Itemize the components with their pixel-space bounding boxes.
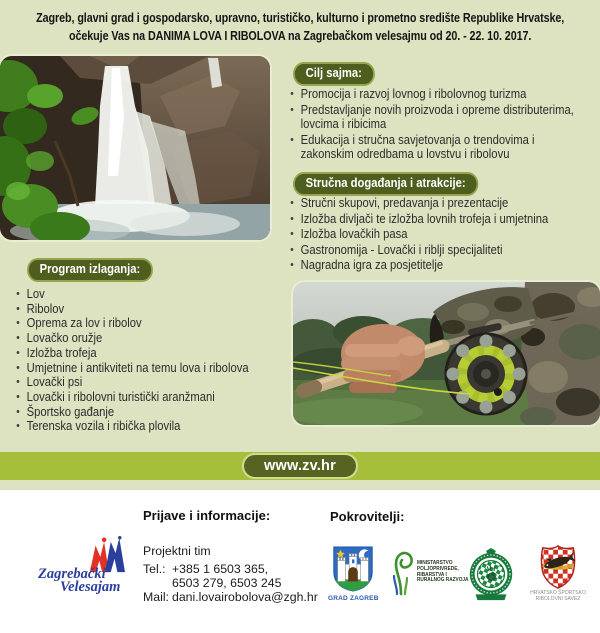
- list-item-text: Izložba lovačkih pasa: [300, 227, 408, 242]
- bullet-icon: •: [16, 361, 20, 374]
- velesajam-logo-text-line2: Velesajam: [60, 579, 121, 595]
- list-item: [14, 390, 293, 405]
- grad-zagreb-caption: GRAD ZAGREB: [328, 595, 379, 602]
- intro-line-1: Zagreb, glavni grad i gospodarsko, upravno, turističko, kulturno i prometno središte Republike Hrvatske,: [36, 11, 565, 25]
- waterfall-illustration: [0, 56, 270, 240]
- list-item-text: Stručni skupovi, predavanja i prezentacije: [300, 196, 509, 210]
- bullet-icon: •: [16, 288, 20, 300]
- list-item-text: Predstavljanje novih proizvoda i opreme distributerima, lovcima i ribicima: [300, 102, 574, 132]
- ministry-line: RIBARSTVA I: [417, 571, 447, 578]
- bullet-icon: •: [290, 212, 294, 225]
- list-item-text: Lovački i ribolovni turistički aranžmani: [26, 389, 215, 404]
- list-item: [14, 405, 293, 420]
- list-item: [288, 227, 589, 242]
- list-item: [14, 346, 293, 361]
- list-item-text: Športsko gađanje: [26, 404, 115, 419]
- list-item-text: Terenska vozila i ribička plovila: [26, 419, 181, 434]
- list-item: [288, 243, 589, 258]
- bullet-icon: •: [16, 346, 20, 359]
- tel-value-2: 6503 279, 6503 245: [172, 576, 282, 590]
- contact-title: Prijave i informacije:: [143, 508, 271, 523]
- list-item: [288, 258, 589, 273]
- hunting-association-emblem-icon: [467, 548, 515, 604]
- list-item: [14, 375, 293, 390]
- ministry-line: MINISTARSTVO: [417, 560, 453, 566]
- zagrebacki-velesajam-logo: [14, 540, 139, 612]
- footer-stripe: [0, 452, 600, 480]
- list-item: [14, 331, 293, 346]
- list-item: [14, 287, 293, 302]
- tel-value-1: +385 1 6503 365,: [172, 562, 269, 576]
- bullet-icon: •: [290, 88, 294, 100]
- ministry-line: RURALNOG RAZVOJA: [417, 577, 469, 584]
- fishing-photo: [293, 282, 600, 425]
- section-header-label: Cilj sajma:: [305, 66, 362, 80]
- list-item: [14, 419, 293, 434]
- list-item-text: Lov: [26, 287, 45, 301]
- contact-team: Projektni tim: [143, 544, 211, 558]
- list-item-text: Ribolov: [26, 301, 65, 316]
- waterfall-photo: [0, 56, 270, 240]
- list-item-text: Gastronomija - Lovački i riblji specijaliteti: [300, 242, 503, 257]
- list-item-text: Oprema za lov i ribolov: [26, 316, 142, 331]
- bullet-icon: •: [290, 133, 294, 146]
- mail-value[interactable]: dani.lovairobolova@zgh.hr: [172, 590, 318, 604]
- bullet-icon: •: [290, 197, 294, 209]
- sponsors-title: Pokrovitelji:: [330, 509, 405, 524]
- list-item: [288, 103, 589, 132]
- section-header-label: Program izlaganja:: [39, 262, 141, 276]
- list-item-text: Lovački psi: [26, 375, 83, 390]
- bullet-icon: •: [16, 332, 20, 345]
- bullet-icon: •: [290, 243, 294, 256]
- bullet-icon: •: [16, 420, 20, 433]
- bullet-icon: •: [290, 259, 294, 272]
- list-item-text: Promocija i razvoj lovnog i ribolovnog turizma: [300, 87, 527, 101]
- list-item-text: Umjetnine i antikviteti na temu lova i ribolova: [26, 360, 249, 375]
- list-item: [14, 316, 293, 331]
- fishing-illustration: [293, 282, 600, 425]
- list-item-text: Izložba trofeja: [26, 345, 97, 360]
- list-item-text: Izložba divljači te izložba lovnih trofeja i umjetnina: [300, 211, 549, 226]
- cilj-sajma-list: [288, 87, 589, 163]
- fishing-federation-logo: [527, 545, 589, 602]
- bullet-icon: •: [16, 390, 20, 403]
- bullet-icon: •: [290, 103, 294, 116]
- list-item-text: Nagradna igra za posjetitelje: [300, 258, 444, 273]
- section-header-label: Stručna događanja i atrakcije:: [305, 176, 466, 190]
- list-item: [288, 133, 589, 162]
- strucna-dogadanja-list: [288, 196, 589, 274]
- contact-block: [143, 509, 318, 604]
- hunting-association-logo: [467, 548, 515, 609]
- bullet-icon: •: [16, 376, 20, 389]
- bullet-icon: •: [16, 405, 20, 418]
- bullet-icon: •: [16, 302, 20, 315]
- ministry-spiral-icon: [388, 548, 414, 598]
- list-item: [14, 361, 293, 376]
- grad-zagreb-logo: [328, 545, 378, 602]
- tel-label-spacer: [143, 576, 172, 590]
- list-item-text: Lovačko oružje: [26, 331, 103, 346]
- fishing-federation-caption-line1: HRVATSKO ŠPORTSKO: [530, 590, 586, 596]
- section-header-program-izlaganja: [27, 258, 153, 282]
- flyer-bottom-section: [0, 490, 600, 633]
- section-header-cilj-sajma: [293, 62, 374, 86]
- bullet-icon: •: [290, 228, 294, 241]
- mail-label: Mail:: [143, 590, 169, 604]
- section-header-strucna-dogadanja: [293, 172, 478, 196]
- intro-paragraph: [20, 9, 580, 45]
- tel-label: Tel.:: [143, 562, 166, 576]
- list-item: [288, 212, 589, 227]
- list-item: [288, 196, 589, 211]
- website-link[interactable]: www.zv.hr: [242, 453, 358, 479]
- ministry-logo: [388, 548, 469, 600]
- fishing-federation-crest-icon: [538, 545, 578, 589]
- velesajam-logo-text-line1: Zagrebački: [38, 566, 106, 582]
- intro-line-2: očekuje Vas na DANIMA LOVA I RIBOLOVA na Zagrebačkom velesajmu od 20. - 22. 10. 2017.: [68, 29, 532, 43]
- fishing-federation-caption-line2: RIBOLOVNI SAVEZ: [535, 596, 581, 602]
- list-item: [14, 302, 293, 317]
- list-item-text: Edukacija i stručna savjetovanja o trendovima i zakonskim odredbama u lovstvu i ribolovu: [300, 132, 535, 162]
- ministry-line: POLJOPRIVREDE,: [417, 565, 459, 572]
- program-izlaganja-list: [14, 287, 293, 434]
- grad-zagreb-coat-of-arms-icon: [330, 545, 376, 593]
- list-item: [288, 87, 589, 102]
- ministry-text: [417, 561, 468, 584]
- bullet-icon: •: [16, 317, 20, 330]
